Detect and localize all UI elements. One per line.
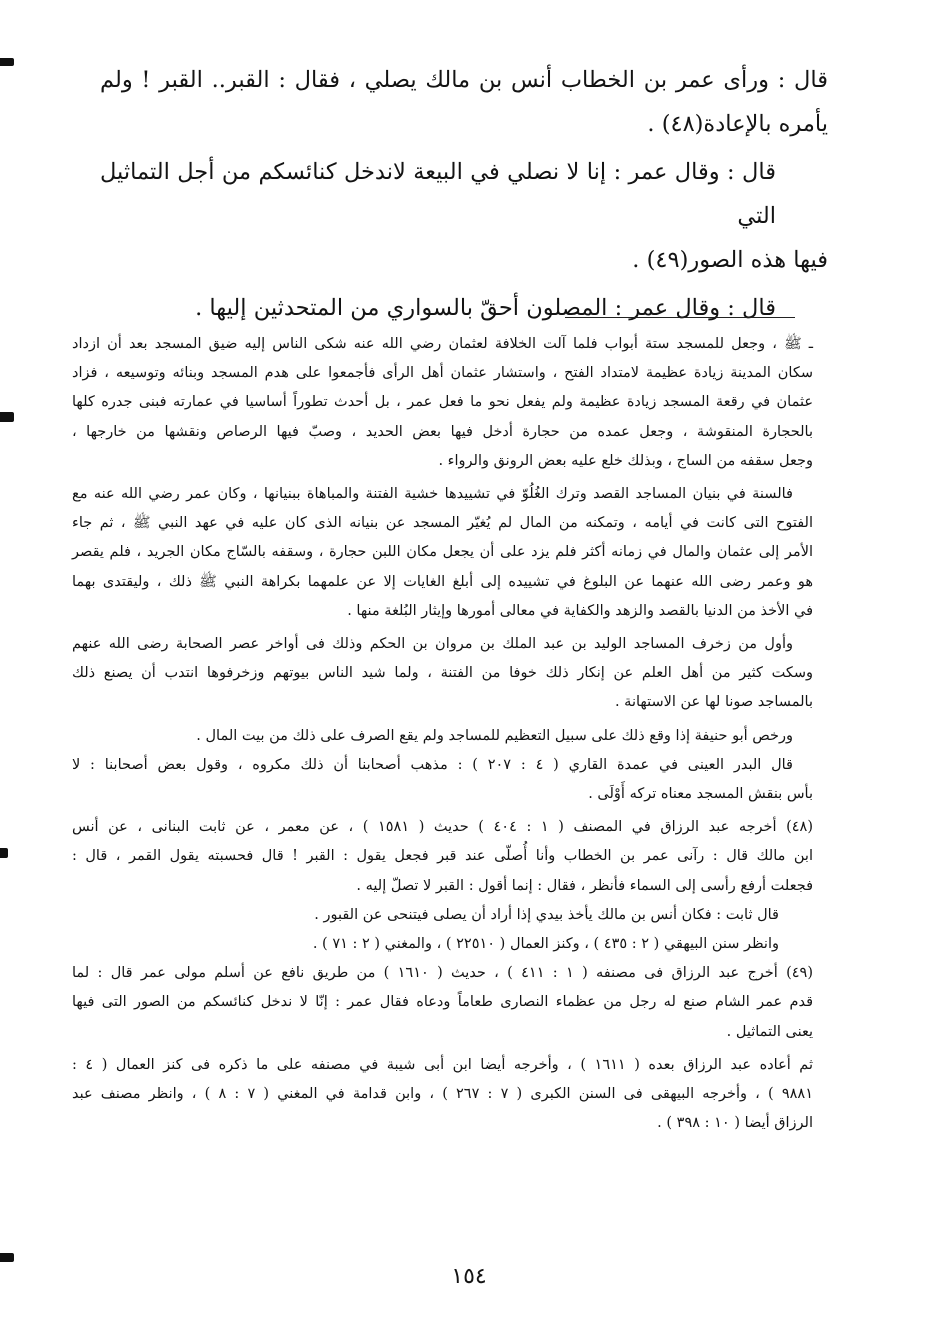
note-line: يعنى التماثيل . xyxy=(726,1023,813,1040)
note-line: الأمر إلى عثمان والمال في زمانه أكثر فلم يزد على أن يجعل مكان اللبن حجارة ، وسقفه بالسّاج مكان الجريد ، فلم يقصر xyxy=(72,544,813,561)
note-line: قال ثابت : فكان أنس بن مالك يأخذ بيدي إذا أراد أن يصلى فيتنحى عن القبور . xyxy=(314,906,779,923)
main-line: قال : وقال عمر : المصلون أحقّ بالسواري من المتحدثين إليها . xyxy=(195,295,776,321)
footnote-48: (٤٨) أخرجه عبد الرزاق في المصنف ( ١ : ٤٠٤ ) حديث ( ١٥٨١ ) ، عن معمر ، عن ثابت البنانى ، عن أنس xyxy=(72,819,814,836)
note-line: بالمساجد صونا لها عن الاستهانة . xyxy=(614,694,813,711)
note-line: وسكت كثير من أهل العلم عن إنكار ذلك خوفا من الفتنة ، ولما شيد الناس بيوتهم وزخرفوها انتدب أن يصنع ذلك xyxy=(72,665,813,682)
note-line: ـ ﷺ ، وجعل للمسجد ستة أبواب فلما آلت الخلافة لعثمان رضي الله عنه شكى الناس إليه ضيق المسجد بعد أن ازداد xyxy=(72,336,813,352)
note-line: قدم عمر الشام صنع له رجل من عظماء النصارى طعاماً ودعاه فقال عمر : إنّا لا ندخل كنائسكم من الصور التى فيها xyxy=(72,994,813,1011)
note-line: الرزاق أيضا ( ١٠ : ٣٩٨ ) . xyxy=(657,1115,813,1132)
main-line: فيها هذه الصور(٤٩) . xyxy=(632,247,828,273)
footnote-49: (٤٩) أخرج عبد الرزاق فى مصنفه ( ١ : ٤١١ ) ، حديث ( ١٦١٠ ) من طريق نافع عن أسلم مولى عمر قال : لما xyxy=(72,965,813,982)
note-line: وأول من زخرف المساجد الوليد بن عبد الملك بن مروان بن الحكم وذلك فى أواخر عصر الصحابة رضى الله عنهم xyxy=(72,636,793,653)
main-text xyxy=(100,58,828,330)
note-line: الفتوح التى كانت في أيامه ، وتمكنه من المال لم يُغيّر المسجد عن بنيانه الذى كان عليه في عهد النبي ﷺ ، ثم جاء xyxy=(72,515,813,532)
margin-tab xyxy=(0,848,8,858)
page-number: ١٥٤ xyxy=(451,1264,487,1289)
note-line: هو وعمر رضى الله عنهما عن البلوغ في تشييده إلى أبلغ الغايات إلا عن علمهما بكراهة النبي ﷺ ذلك ، وليقتدى بهما xyxy=(72,573,813,590)
margin-tab xyxy=(0,58,14,66)
main-line: قال : ورأى عمر بن الخطاب أنس بن مالك يصلي ، فقال : القبر.. القبر ! ولم xyxy=(100,67,828,93)
note-line: ٩٨٨١ ) ، وأخرجه البيهقى فى السنن الكبرى ( ٧ : ٢٦٧ ) ، وابن قدامة في المغني ( ٧ : ٨ ) ، وانظر مصنف عبد xyxy=(72,1086,813,1103)
note-line: ابن مالك قال : رآنى عمر بن الخطاب وأنا أُصلّى عند قبر فجعل يقول : القبر ! قال فحسبته يقول القمر ، قال : xyxy=(72,848,813,865)
note-line: في الأخذ من الدنيا بالقصد والزهد والكفاية في معالى أمورها وإيثار البُلغة منها . xyxy=(347,602,813,619)
note-line: فجعلت أرفع رأسى إلى السماء فأنظر ، فقال : إنما أقول : القبر لا تصلّ إليه . xyxy=(356,877,813,894)
footnote-separator xyxy=(565,317,795,318)
main-line: قال : وقال عمر : إنا لا نصلي في البيعة لاندخل كنائسكم من أجل التماثيل التي xyxy=(100,159,776,229)
note-line: ثم أعاده عبد الرزاق بعده ( ١٦١١ ) ، وأخرجه أيضا ابن أبى شيبة في مصنفه على ما ذكره فى كنز العمال ( ٤ : xyxy=(72,1056,813,1073)
note-line: سكان المدينة زيادة عظيمة لامتداد الفتح ، واستشار عثمان أهل الرأى فأجمعوا على هدم المسجد وبنائه وتوسيعه ، فزاد xyxy=(72,365,813,382)
note-line: وانظر سنن البيهقي ( ٢ : ٤٣٥ ) ، وكنز العمال ( ٢٢٥١٠ ) ، والمغني ( ٢ : ٧١ ) . xyxy=(312,936,779,953)
note-line: فالسنة في بنيان المساجد القصد وترك الغُلُوّ في تشييدها خشية الفتنة والمباهاة ببنيانها ، وكان عمر رضي الله عنه مع xyxy=(72,486,793,503)
margin-tab xyxy=(0,1253,14,1262)
margin-tab xyxy=(0,412,14,422)
note-line: بأس بنقش المسجد معناه تركه أَوْلَى . xyxy=(588,786,813,803)
note-line: بالحجارة المنقوشة ، وجعل عمده من حجارة أدخل فيها بعض الحديد ، وصبّ فيها الرصاص ونقشها من خارجها ، xyxy=(72,423,813,440)
footnotes xyxy=(72,330,813,1138)
note-line: عثمان في رقعة المسجد زيادة عظيمة ولم يفعل نحو ما فعل عمر ، بل أحدث تطوراً أساسيا في عمارته فبنى جدره كلها xyxy=(72,394,813,411)
note-line: قال البدر العينى في عمدة القاري ( ٤ : ٢٠٧ ) : مذهب أصحابنا أن ذلك مكروه ، وقول بعض أصحابنا : لا xyxy=(72,756,793,773)
main-line: يأمره بالإعادة(٤٨) . xyxy=(647,111,828,137)
note-line: وجعل سقفه من الساج ، وبذلك خلع عليه بعض الرونق والرواء . xyxy=(438,452,813,469)
note-line: ورخص أبو حنيفة إذا وقع ذلك على سبيل التعظيم للمساجد ولم يقع الصرف على ذلك من بيت المال . xyxy=(196,727,793,744)
